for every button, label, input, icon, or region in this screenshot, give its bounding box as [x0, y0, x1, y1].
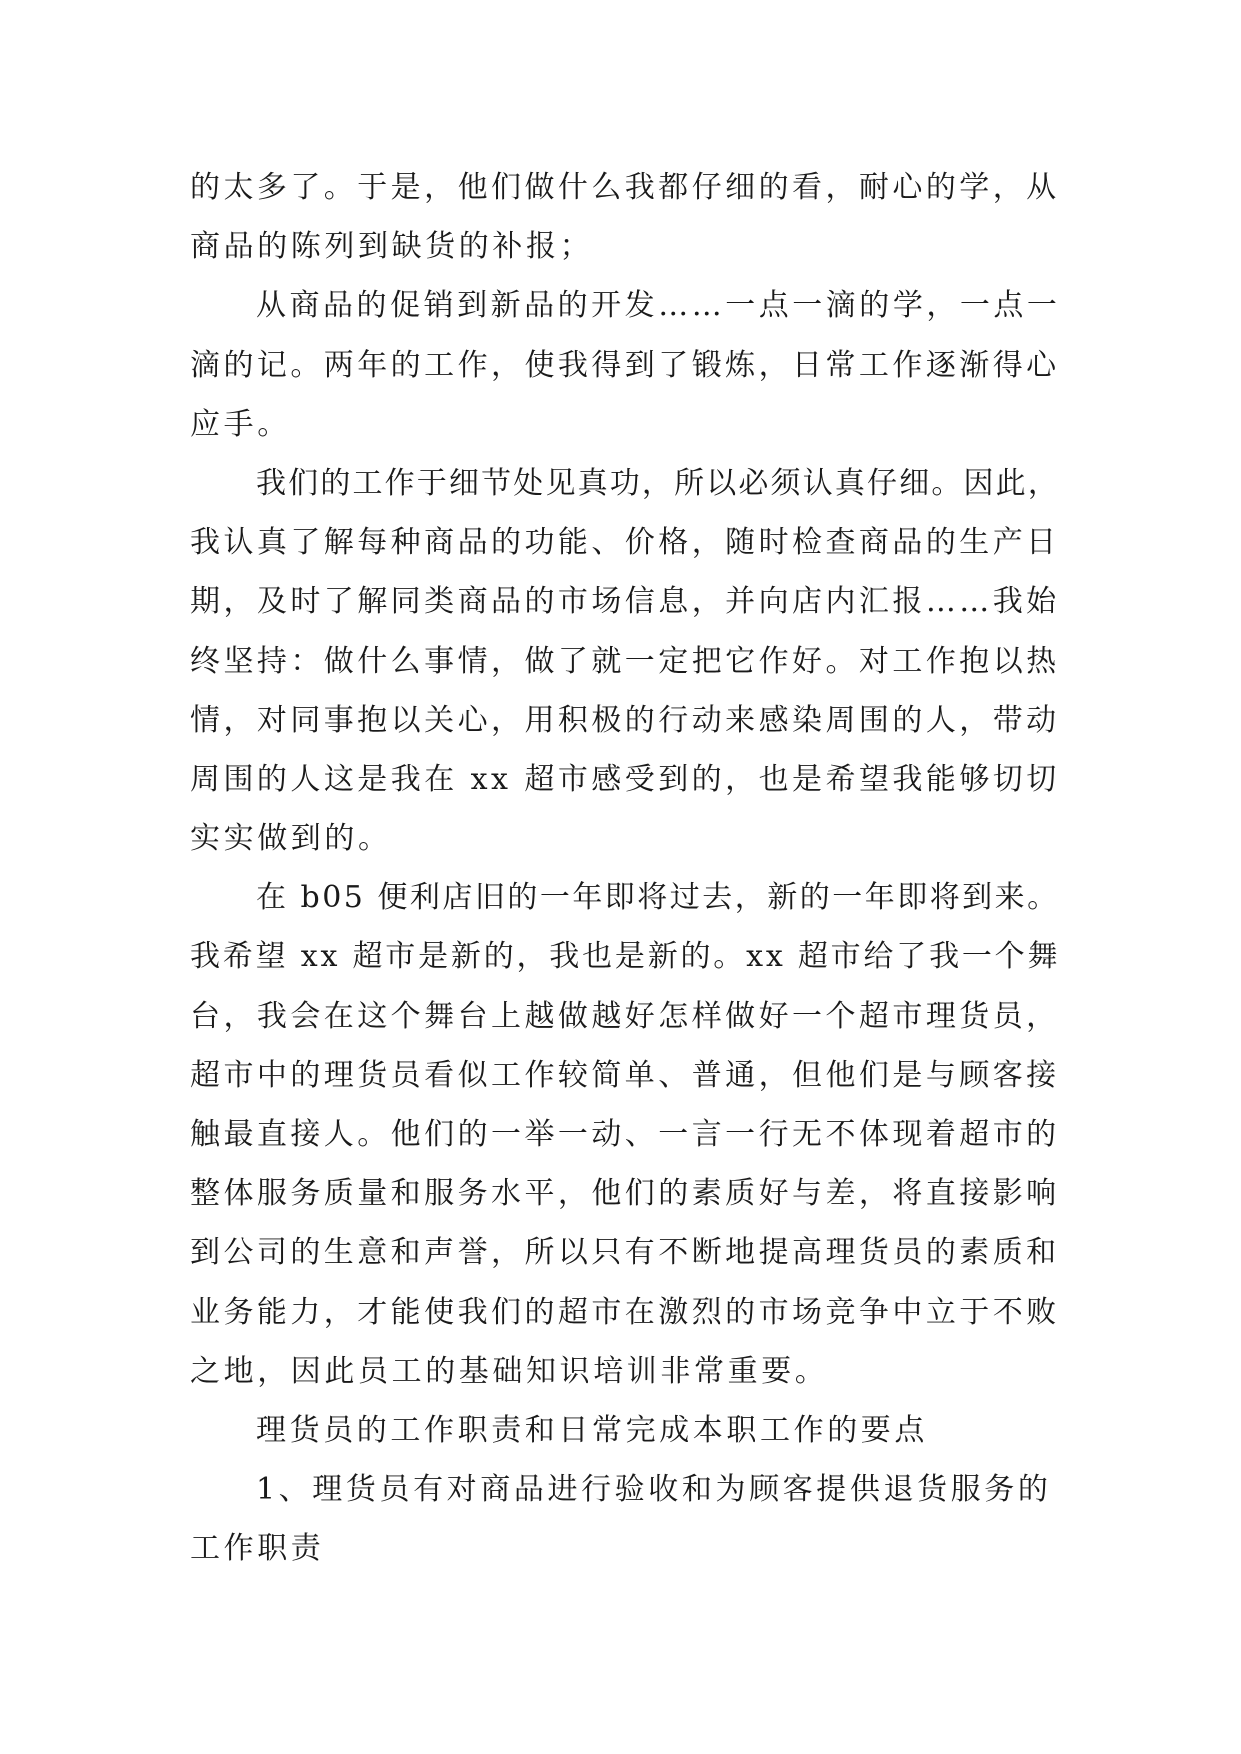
document-body [190, 158, 1060, 1579]
text-line: 我们的工作于细节处见真功，所以必须认真仔细。因此， [256, 465, 1060, 501]
paragraph-1 [190, 158, 1060, 276]
text-line: 业务能力，才能使我们的超市在激烈的市场竞争中立于不败 [190, 1294, 1060, 1330]
text-line: 从商品的促销到新品的开发……一点一滴的学，一点一 [256, 288, 1061, 324]
text-line: 周围的人这是我在 xx 超市感受到的，也是希望我能够切切 [190, 761, 1060, 797]
text-line: 台，我会在这个舞台上越做越好怎样做好一个超市理货员， [190, 998, 1060, 1034]
heading-line: 理货员的工作职责和日常完成本职工作的要点 [256, 1412, 928, 1448]
text-line: 情，对同事抱以关心，用积极的行动来感染周围的人，带动 [190, 702, 1060, 738]
text-line: 期，及时了解同类商品的市场信息，并向店内汇报……我始 [190, 584, 1060, 620]
text-line: 超市中的理货员看似工作较简单、普通，但他们是与顾客接 [190, 1057, 1060, 1093]
text-line: 终坚持：做什么事情，做了就一定把它作好。对工作抱以热 [190, 643, 1060, 679]
text-line: 的太多了。于是，他们做什么我都仔细的看，耐心的学，从 [190, 170, 1060, 205]
text-line: 到公司的生意和声誉，所以只有不断地提高理货员的素质和 [190, 1235, 1060, 1271]
paragraph-4 [190, 868, 1060, 1401]
text-line: 商品的陈列到缺货的补报； [190, 229, 594, 265]
text-line: 工作职责 [190, 1531, 325, 1567]
paragraph-3 [190, 454, 1060, 868]
text-line: 1、理货员有对商品进行验收和为顾客提供退货服务的 [256, 1472, 1052, 1508]
text-line: 滴的记。两年的工作，使我得到了锻炼，日常工作逐渐得心 [190, 347, 1060, 383]
text-line: 应手。 [190, 406, 291, 442]
text-line: 在 b05 便利店旧的一年即将过去，新的一年即将到来。 [256, 880, 1060, 916]
text-line: 我希望 xx 超市是新的，我也是新的。xx 超市给了我一个舞 [190, 939, 1061, 975]
text-line: 我认真了解每种商品的功能、价格，随时检查商品的生产日 [190, 525, 1060, 561]
text-line: 触最直接人。他们的一举一动、一言一行无不体现着超市的 [190, 1117, 1060, 1152]
text-line: 之地，因此员工的基础知识培训非常重要。 [190, 1353, 829, 1389]
paragraph-6 [190, 1460, 1060, 1578]
paragraph-2 [190, 276, 1060, 454]
text-line: 整体服务质量和服务水平，他们的素质好与差，将直接影响 [190, 1176, 1060, 1212]
text-line: 实实做到的。 [190, 821, 392, 857]
section-heading [190, 1401, 1060, 1460]
